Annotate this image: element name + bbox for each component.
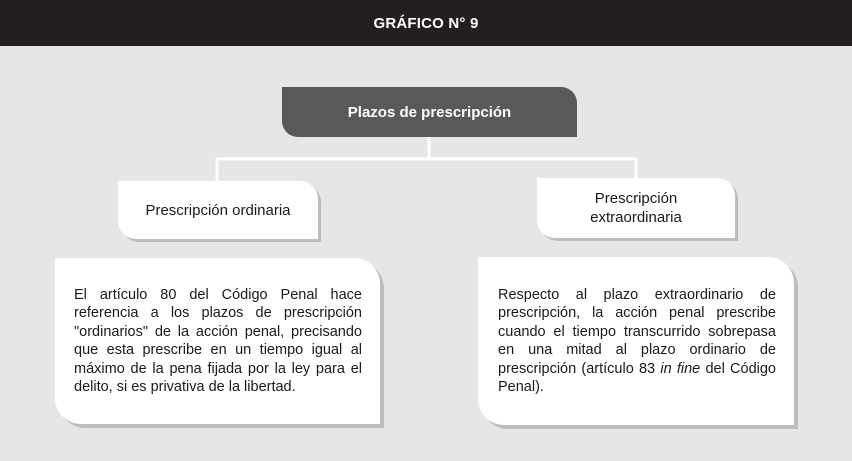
description-text-italic: in fine bbox=[660, 360, 701, 377]
description-text bbox=[498, 286, 776, 397]
branch-label: Prescripción ordinaria bbox=[145, 201, 291, 219]
description-box-ordinaria bbox=[55, 258, 380, 424]
description-text-start: Respecto al plazo extraordinario de prescripción, la acción penal prescribe cuando el tiempo transcurrido sobrepasa en una mitad al plazo ordinario de prescripción (artículo 83 bbox=[498, 286, 776, 377]
figure-title: GRÁFICO N° 9 bbox=[373, 14, 479, 32]
description-box-extraordinaria bbox=[478, 257, 794, 425]
description-text: El artículo 80 del Código Penal hace referencia a los plazos de prescripción "ordinarios" de la acción penal, precisando que esta prescribe en un tiempo igual al máximo de la pena fijada por la ley para el delito, si es privativa de la libertad. bbox=[74, 286, 362, 395]
root-node bbox=[282, 87, 577, 137]
description-text-end: del Código Penal). bbox=[498, 360, 776, 395]
branch-node-ordinaria bbox=[118, 181, 318, 239]
root-label: Plazos de prescripción bbox=[347, 103, 512, 121]
branch-label: Prescripción extraordinaria bbox=[590, 190, 682, 226]
branch-node-extraordinaria bbox=[537, 178, 735, 238]
